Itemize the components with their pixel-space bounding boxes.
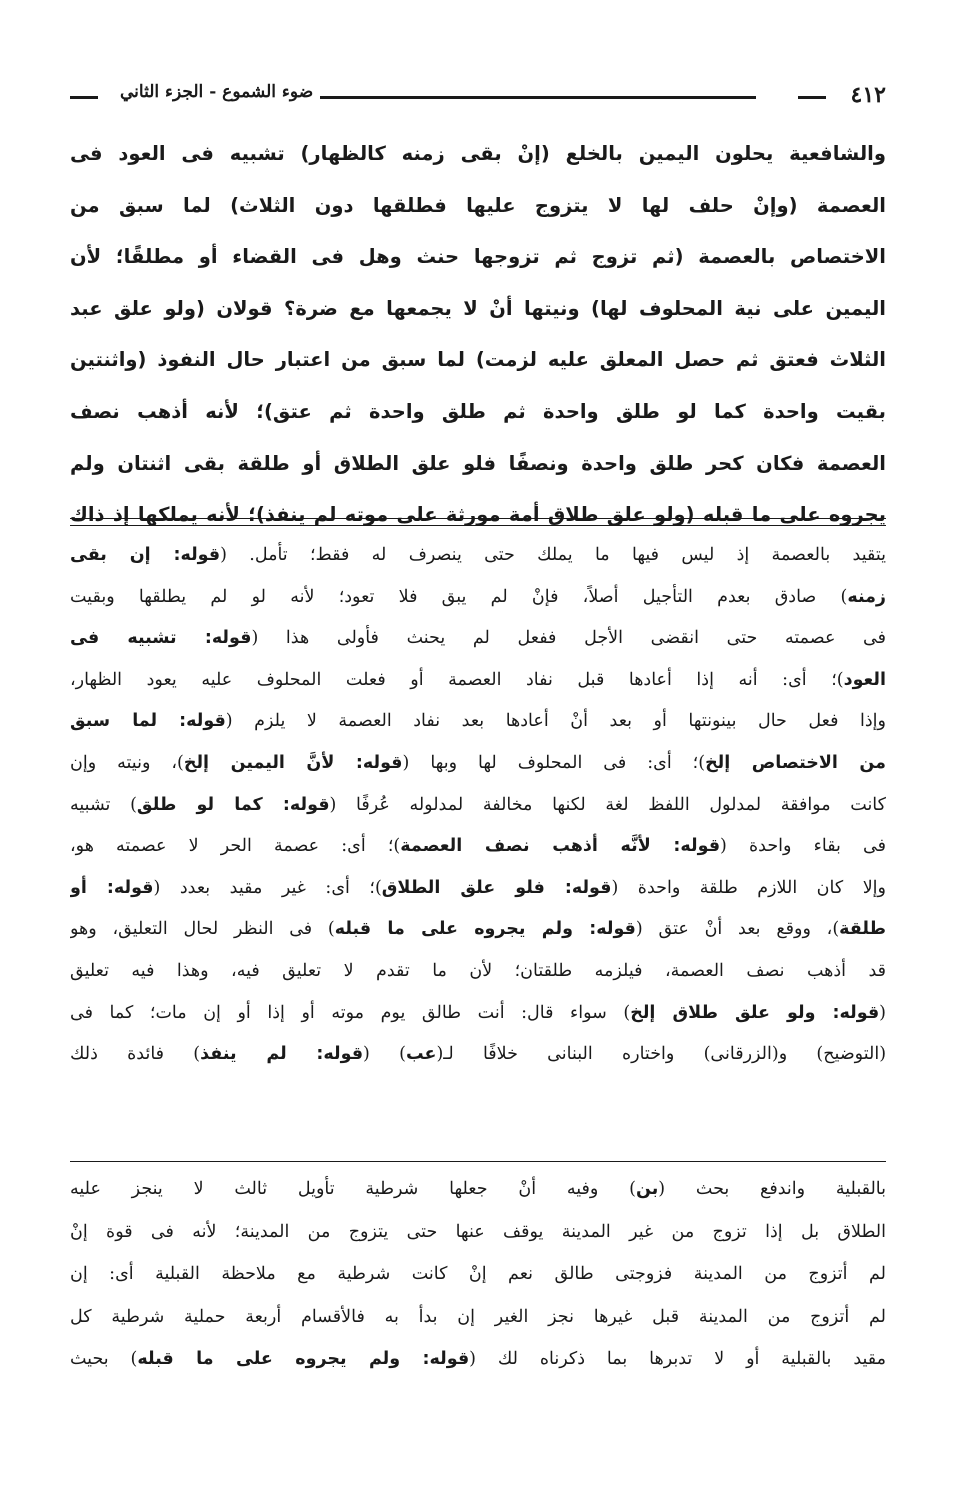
footnote-divider (70, 1161, 886, 1162)
bold-quote: العود (843, 669, 886, 690)
text-segment: لم أتزوج من المدينة فزوجتى طالق نعم إنْ كانت شرطية مع ملاحظة القبلية أى: إن (70, 1264, 886, 1285)
bold-quote: قوله: فلو علق الطلاق (381, 877, 612, 898)
text-segment: )، ووقع بعد أنْ عتق ( (635, 919, 840, 940)
bold-quote: قوله: لما سبق (70, 711, 226, 732)
bold-quote: قوله: لأنَّ اليمين إلخ (183, 752, 403, 773)
footnote-line (70, 1296, 886, 1339)
text-segment: لم أتزوج من المدينة قبل غيرها نجز الغير إن بدأ به فالأقسام أربعة حملية شرطية كل (70, 1306, 886, 1327)
bold-quote: من الاختصاص إلخ (705, 752, 886, 773)
main-line: العصمة (وإنْ حلف لها لا يتزوج عليها فطلقها دون الثلاث) لما سبق من (70, 193, 886, 217)
main-line: اليمين على نية المحلوف لها) ونيتها أنْ لا يجمعها مع ضرة؟ قولان (ولو علق عبد (70, 296, 886, 320)
bold-quote: قوله: ولم يجروه على ما قبله (334, 919, 636, 940)
commentary-line (70, 535, 886, 577)
double-divider (70, 518, 886, 526)
text-segment: فى بقاء واحدة ( (720, 836, 886, 857)
commentary-line (70, 826, 886, 868)
text-segment: فى عصمته حتى انقضى الأجل ففعل لم يحنث فأولى هذا ( (251, 628, 886, 649)
main-text (70, 128, 886, 541)
header-dash (798, 96, 826, 99)
bold-quote: قوله: لم ينفذ (200, 1044, 364, 1065)
bold-quote: قوله: إن بقى (70, 545, 221, 565)
text-segment: ) وفيه أنْ جعلها شرطية تأويل ثالث لا ينجز عليه (70, 1179, 636, 1199)
text-segment: ) صادق بعدم التأجيل أصلاً، فإنْ لم يبق فلا تعود؛ لأنه لو لم يطلقها وبقيت (70, 586, 848, 607)
text-segment: )، ونيته وإن (70, 752, 184, 773)
commentary (70, 535, 886, 1076)
bold-quote: قوله: ولو علق طلاق إلخ (630, 1002, 880, 1023)
main-line: الاختصاص بالعصمة (ثم تزوج ثم تزوجها حنث وهل فى القضاء أو مطلقًا؛ لأن (70, 245, 886, 269)
text-segment: (التوضيح) و(الزرقانى) واختاره البنانى خلافًا لـ( (436, 1044, 886, 1065)
bold-quote: طلقة (839, 919, 886, 940)
main-line: الثلاث فعتق ثم حصل المعلق عليه لزمت) لما سبق من اعتبار حال النفوذ (واثنتين (70, 348, 886, 372)
main-line: يجروه على ما قبله (ولو علق طلاق أمة مورثة على موته لم ينفذ)؛ لأنه يملكها إذ ذاك (70, 503, 886, 527)
page (70, 0, 886, 1489)
text-segment: )؛ أى: غير مقيد بعدد ( (153, 877, 382, 898)
bold-quote: بن (635, 1179, 659, 1199)
bold-quote: قوله: ولم يجروه على ما قبله (137, 1349, 470, 1370)
text-segment: ) فائدة ذلك (70, 1044, 201, 1065)
text-segment: وإلا كان اللازم طلقة واحدة ( (611, 877, 886, 898)
text-segment: الطلاق بل إذا تزوج من غير المدينة يوقف عنها حتى يتزوج من المدينة؛ لأنه فى قوة إنْ (70, 1221, 886, 1242)
header-rule (320, 96, 756, 99)
main-line: والشافعية يحلون اليمين بالخلع (إنْ بقى زمنه كالظهار) تشبيه فى العود فى (70, 142, 886, 165)
commentary-line (70, 993, 886, 1035)
commentary-line (70, 909, 886, 951)
bold-quote: عب (405, 1044, 437, 1065)
text-segment: وإذا فعل حال بينونتها أو بعد أنْ أعادها بعد نفاد العصمة لا يلزم ( (225, 711, 886, 732)
text-segment: بالقبلية واندفع بحث ( (658, 1179, 886, 1199)
text-segment: )؛ أى: عصمة الحر لا عصمته هو، (70, 836, 401, 857)
bold-quote: قوله: كما لو طلق (136, 794, 330, 815)
commentary-line (70, 785, 886, 827)
bold-quote: قوله: أو (70, 877, 154, 898)
bold-quote: قوله: تشبيه فى (70, 628, 252, 649)
text-segment: ) بحيث (70, 1349, 138, 1370)
commentary-line (70, 951, 886, 993)
commentary-line (70, 577, 886, 619)
text-segment: ) ( (363, 1044, 406, 1065)
commentary-line (70, 701, 886, 743)
book-title: ضوء الشموع - الجزء الثاني (120, 82, 314, 102)
commentary-line (70, 868, 886, 910)
commentary-line (70, 660, 886, 702)
page-number: ٤١٢ (850, 82, 886, 108)
text-segment: ) تشبيه (70, 794, 137, 815)
text-segment: كانت موافقة لمدلول اللفظ لغة لكنها مخالفة لمدلوله عُرفًا ( (329, 794, 886, 815)
footnote-line (70, 1253, 886, 1296)
text-segment: ( (879, 1002, 886, 1023)
bold-quote: زمنه (847, 586, 886, 607)
text-segment: قد أذهب نصف العصمة، فيلزمه طلقتان؛ لأن ما تقدم لا تعليق فيه، وهذا فيه تعليق (70, 960, 886, 981)
footnote-line (70, 1168, 886, 1211)
text-segment: ) سواء قال: أنت طالق يوم موته أو إذا أو إن مات؛ كما فى (70, 1002, 631, 1023)
commentary-line (70, 618, 886, 660)
footnotes (70, 1168, 886, 1381)
text-segment: )؛ أى: أنه إذا أعادها قبل نفاد العصمة أو فعلت المحلوف عليه يعود الظهار، (70, 669, 844, 690)
commentary-line (70, 1034, 886, 1076)
header-dash (70, 96, 98, 99)
footnote-line (70, 1338, 886, 1381)
text-segment: يتقيد بالعصمة إذ ليس فيها ما يملك حتى ينصرف له فقط؛ تأمل. ( (220, 545, 886, 565)
bold-quote: قوله: لأنَّه أذهب نصف العصمة (400, 836, 721, 857)
text-segment: )؛ أى: فى المحلوف لها وبها ( (402, 752, 706, 773)
page-header (70, 80, 886, 120)
main-line: العصمة فكان كحر طلق واحدة ونصفًا فلو علق الطلاق أو طلقة بقى اثنتان ولم (70, 451, 886, 475)
footnote-line (70, 1211, 886, 1254)
text-segment: مقيد بالقبلية أو لا تدبرها بما ذكرناه لك ( (469, 1349, 886, 1370)
text-segment: ) فى النظر لحال التعليق، وهو (70, 919, 335, 940)
main-line: بقيت واحدة كما لو طلق واحدة ثم طلق واحدة ثم عتق)؛ لأنه أذهب نصف (70, 399, 886, 423)
commentary-line (70, 743, 886, 785)
